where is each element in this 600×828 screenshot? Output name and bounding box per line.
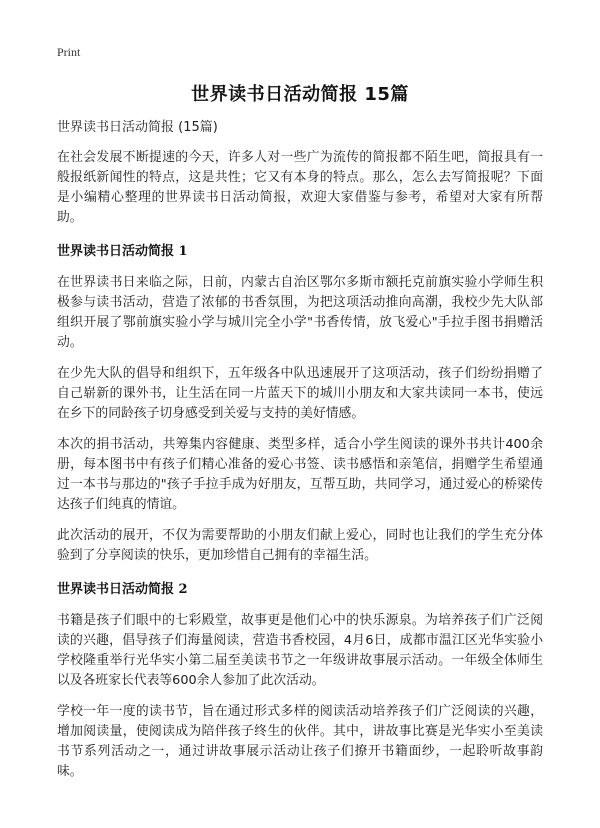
article-subtitle: 世界读书日活动简报 (15篇) [57, 120, 218, 135]
article-body [57, 118, 543, 793]
section-paragraph: 此次活动的展开，不仅为需要帮助的小朋友们献上爱心，同时也让我们的学生充分体验到了分享阅读的快乐，更加珍惜自己拥有的幸福生活。 [57, 528, 543, 563]
section-heading: 世界读书日活动简报 2 [57, 582, 188, 597]
section-paragraph: 学校一年一度的读书节，旨在通过形式多样的阅读活动培养孩子们广泛阅读的兴趣，增加阅读量，使阅读成为陪伴孩子终生的伙伴。其中，讲故事比赛是光华实小至美读书节系列活动之一，通过讲故事展示活动让孩子们撩开书籍面纱，一起聆听故事韵味。 [57, 704, 543, 779]
section-paragraph: 书籍是孩子们眼中的七彩殿堂，故事更是他们心中的快乐源泉。为培养孩子们广泛阅读的兴趣，倡导孩子们海量阅读，营造书香校园，4月6日，成都市温江区光华实验小学校隆重举行光华实小第二届至美读书节之一年级讲故事展示活动。一年级全体师生以及各班家长代表等600余人参加了此次活动。 [57, 613, 543, 688]
section-paragraph: 在世界读书日来临之际，日前，内蒙古自治区鄂尔多斯市额托克前旗实验小学师生积极参与读书活动，营造了浓郁的书香氛围，为把这项活动推向高潮，我校少先大队部组织开展了鄂前旗实验小学与城川完全小学"书香传情，放飞爱心"手拉手图书捐赠活动。 [57, 275, 543, 350]
intro-paragraph: 在社会发展不断提速的今天，许多人对一些广为流传的简报都不陌生吧，简报具有一般报纸新闻性的特点，这是共性；它又有本身的特点。那么，怎么去写简报呢？下面是小编精心整理的世界读书日活动简报，欢迎大家借鉴与参考，希望对大家有所帮助。 [57, 150, 543, 225]
section-heading: 世界读书日活动简报 1 [57, 244, 188, 259]
print-link[interactable]: Print [57, 45, 81, 59]
page-title: 世界读书日活动简报 15篇 [191, 84, 409, 105]
section-paragraph: 本次的捐书活动，共筹集内容健康、类型多样，适合小学生阅读的课外书共计400余册，每本图书中有孩子们精心准备的爱心书签、读书感悟和亲笔信，捐赠学生希望通过一本书与那边的"孩子手拉手成为好朋友，互帮互助，共同学习，通过爱心的桥梁传达孩子们纯真的情谊。 [57, 437, 543, 512]
section-paragraph: 在少先大队的倡导和组织下，五年级各中队迅速展开了这项活动，孩子们纷纷捐赠了自己崭新的课外书，让生活在同一片蓝天下的城川小朋友和大家共读同一本书，使远在乡下的同龄孩子切身感受到关爱与支持的美好情感。 [57, 366, 543, 421]
